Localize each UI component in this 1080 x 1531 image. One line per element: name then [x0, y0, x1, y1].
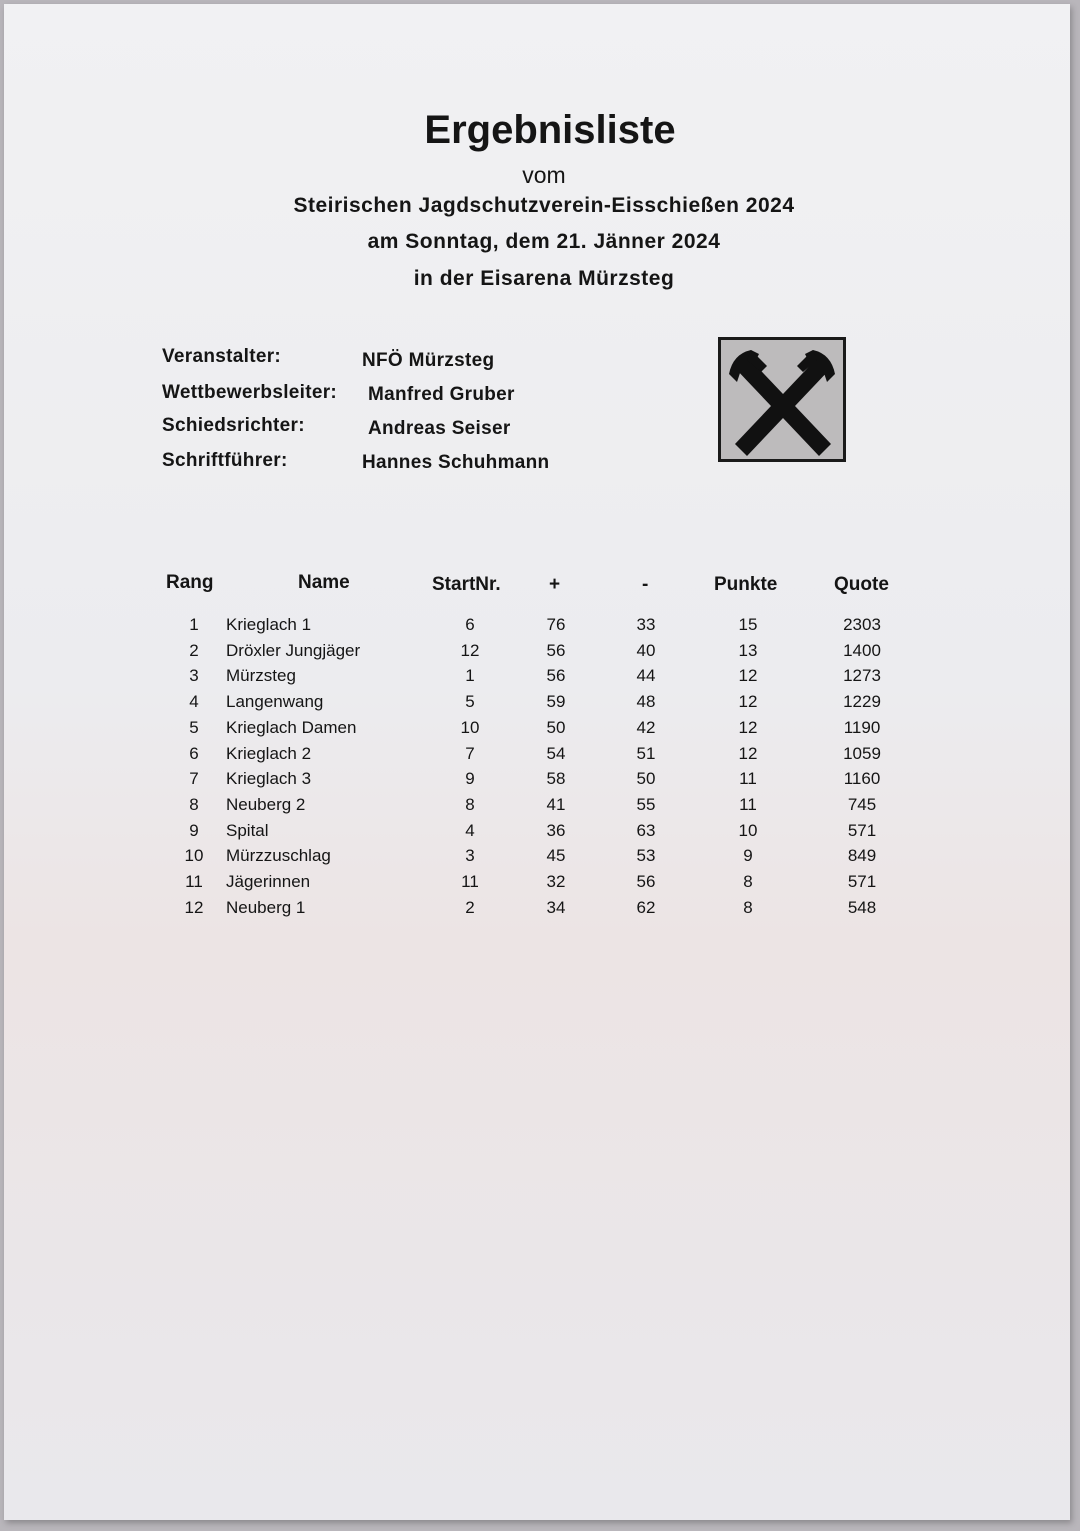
cell-punkte: 11 [739, 769, 757, 789]
column-header-name: Name [298, 572, 350, 593]
cell-startnr: 10 [460, 717, 480, 737]
cell-plus: 76 [546, 615, 566, 634]
cell-plus: 50 [546, 717, 566, 737]
cell-name: Mürzsteg [226, 666, 296, 686]
organizer-value: NFÖ Mürzsteg [362, 350, 495, 371]
cell-startnr: 11 [461, 872, 479, 891]
event-name: Steirischen Jagdschutzverein-Eisschießen 2024 [293, 194, 795, 217]
event-venue: in der Eisarena Mürzsteg [413, 267, 675, 290]
cell-name: Neuberg 1 [226, 897, 306, 917]
cell-rang: 1 [189, 615, 199, 634]
table-row [4, 615, 1070, 641]
table-row [4, 718, 1070, 744]
table-row [4, 641, 1070, 667]
cell-punkte: 13 [738, 640, 758, 660]
cell-punkte: 10 [738, 820, 758, 840]
cell-minus: 40 [636, 640, 656, 660]
page-title: Ergebnisliste [424, 108, 676, 152]
column-header-startnr: StartNr. [432, 574, 501, 595]
cell-startnr: 2 [465, 897, 475, 917]
cell-name: Mürzzuschlag [226, 846, 331, 866]
cell-minus: 62 [636, 897, 656, 917]
cell-minus: 44 [636, 666, 656, 686]
table-row [4, 846, 1070, 872]
table-row [4, 795, 1070, 821]
cell-minus: 56 [636, 872, 656, 891]
cell-plus: 36 [546, 820, 566, 840]
cell-quote: 2303 [843, 615, 881, 634]
cell-punkte: 8 [743, 897, 753, 917]
cell-minus: 63 [636, 820, 656, 840]
table-row [4, 692, 1070, 718]
cell-plus: 56 [546, 640, 566, 660]
cell-startnr: 6 [465, 615, 475, 634]
table-row [4, 872, 1070, 898]
cell-quote: 1273 [843, 666, 881, 686]
table-row [4, 744, 1070, 770]
cell-punkte: 12 [738, 666, 758, 686]
subtitle-vom: vom [522, 162, 566, 188]
cell-punkte: 11 [739, 794, 757, 814]
cell-name: Spital [226, 820, 269, 840]
secretary-value: Hannes Schuhmann [362, 452, 550, 473]
secretary-label: Schriftführer: [162, 450, 288, 471]
cell-startnr: 3 [465, 846, 475, 866]
cell-punkte: 9 [743, 846, 753, 866]
table-row [4, 666, 1070, 692]
cell-punkte: 8 [743, 872, 753, 891]
column-header-punkte: Punkte [714, 574, 778, 595]
cell-plus: 34 [546, 897, 566, 917]
cell-name: Krieglach 1 [226, 615, 312, 634]
cell-rang: 3 [189, 666, 199, 686]
cell-rang: 8 [189, 794, 199, 814]
cell-plus: 45 [546, 846, 566, 866]
cell-quote: 1059 [843, 743, 881, 763]
cell-plus: 41 [546, 794, 566, 814]
cell-plus: 58 [546, 769, 566, 789]
cell-minus: 51 [636, 743, 656, 763]
cell-quote: 548 [847, 897, 877, 917]
cell-name: Krieglach 3 [226, 769, 312, 789]
cell-startnr: 4 [465, 820, 475, 840]
cell-minus: 55 [636, 794, 656, 814]
cell-quote: 1190 [843, 717, 881, 737]
cell-rang: 4 [189, 692, 199, 712]
cell-rang: 5 [189, 717, 199, 737]
column-header-rang: Rang [166, 572, 214, 593]
cell-name: Krieglach 2 [226, 743, 312, 763]
cell-name: Jägerinnen [226, 872, 311, 891]
referee-value: Andreas Seiser [368, 418, 511, 439]
cell-rang: 11 [185, 872, 203, 891]
competition-leader-label: Wettbewerbsleiter: [162, 382, 338, 403]
cell-quote: 571 [847, 872, 877, 891]
table-row [4, 898, 1070, 924]
cell-rang: 10 [184, 846, 204, 866]
cell-punkte: 15 [738, 615, 758, 634]
cell-startnr: 5 [465, 692, 475, 712]
results-sheet [4, 4, 1070, 1520]
table-row [4, 769, 1070, 795]
event-date: am Sonntag, dem 21. Jänner 2024 [367, 230, 721, 253]
cell-minus: 42 [636, 717, 656, 737]
cell-plus: 56 [546, 666, 566, 686]
cell-startnr: 1 [465, 666, 475, 686]
cell-plus: 59 [546, 692, 566, 712]
cell-startnr: 8 [465, 794, 475, 814]
cell-minus: 53 [636, 846, 656, 866]
organizer-label: Veranstalter: [162, 346, 282, 367]
cell-rang: 7 [189, 769, 199, 789]
cell-name: Krieglach Damen [226, 717, 357, 737]
cell-plus: 54 [546, 743, 566, 763]
cell-quote: 1229 [843, 692, 881, 712]
column-header-plus: + [549, 574, 561, 595]
cell-quote: 745 [847, 794, 877, 814]
cell-rang: 2 [189, 640, 199, 660]
cell-startnr: 12 [460, 640, 480, 660]
cell-rang: 12 [184, 897, 204, 917]
cell-minus: 50 [636, 769, 656, 789]
cell-quote: 1160 [843, 769, 881, 789]
cell-startnr: 7 [465, 743, 475, 763]
table-row [4, 821, 1070, 847]
cell-quote: 1400 [843, 640, 881, 660]
column-header-minus: - [642, 574, 649, 595]
cell-name: Dröxler Jungjäger [226, 640, 361, 660]
cell-minus: 33 [636, 615, 656, 634]
cell-quote: 849 [847, 846, 877, 866]
cell-rang: 6 [189, 743, 199, 763]
cell-name: Langenwang [226, 692, 324, 712]
cell-rang: 9 [189, 820, 199, 840]
cell-minus: 48 [636, 692, 656, 712]
cell-punkte: 12 [738, 743, 758, 763]
cell-punkte: 12 [738, 692, 758, 712]
referee-label: Schiedsrichter: [162, 415, 305, 436]
cell-punkte: 12 [738, 717, 758, 737]
crossed-gable-horse-heads-logo-icon [718, 337, 846, 462]
cell-name: Neuberg 2 [226, 794, 306, 814]
column-header-quote: Quote [834, 574, 889, 595]
cell-startnr: 9 [465, 769, 475, 789]
cell-plus: 32 [546, 872, 566, 891]
competition-leader-value: Manfred Gruber [368, 384, 515, 405]
cell-quote: 571 [847, 820, 877, 840]
